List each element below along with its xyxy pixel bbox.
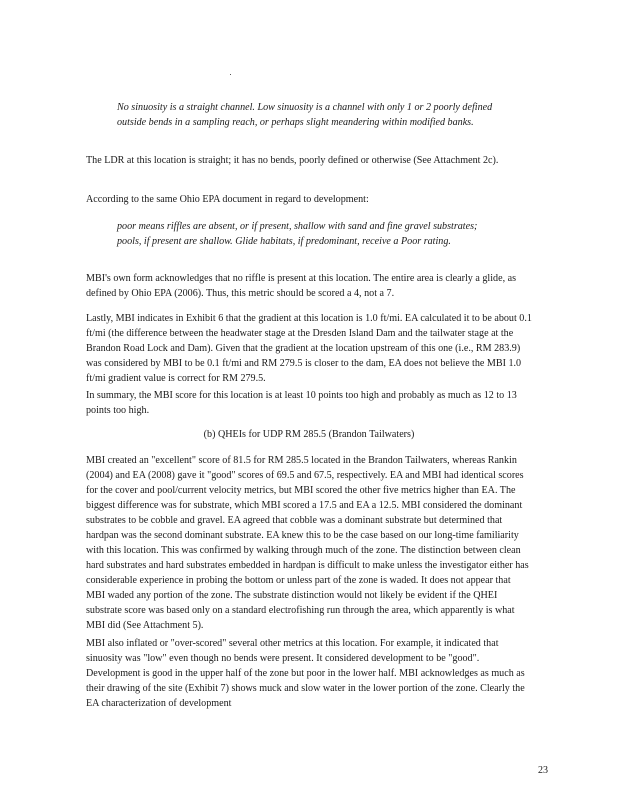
quote-poor-riffles: poor means riffles are absent, or if present, shallow with sand and fine gravel substrates; pools, if present are shallow. Glide habitats, if predominant, receive a Poor rating. — [117, 221, 478, 247]
section-heading: (b) QHEIs for UDP RM 285.5 (Brandon Tailwaters) — [203, 429, 415, 440]
page-number: 23 — [538, 765, 548, 776]
paragraph-summary: In summary, the MBI score for this location is at least 10 points too high and probably as much as 12 to 13 points too high. — [86, 390, 517, 416]
paragraph-brandon-tailwaters: MBI created an "excellent" score of 81.5 for RM 285.5 located in the Brandon Tailwaters, whereas Rankin (2004) and EA (2008) gave it "good" scores of 69.5 and 67.5, respectively. EA and MBI had identical scores for the cover and pool/current velocity metrics, but MBI scored the other five metrics higher than EA. The biggest difference was for substrate, which MBI scored a 17.5 and EA a 12.5. MBI considered the dominant substrates to be cobble and gravel. EA agreed that cobble was a dominant substrate but determined that hardpan was the second dominant substrate. EA knew this to be the case based on our long-time familiarity with this location. This was confirmed by walking through much of the zone. The distinction between clean hard substrates and hard substrates embedded in hardpan is difficult to make unless the investigator either has considerable experience in probing the bottom or unless part of the zone is waded. It does not appear that MBI waded any portion of the zone. The substrate distinction would not likely be evident if the QHEI substrate score was based only on a standard electrofishing run through the area, which apparently is what MBI did (See Attachment 5). — [86, 455, 529, 631]
scan-speck — [230, 74, 231, 75]
quote-sinuosity: No sinuosity is a straight channel. Low sinuosity is a channel with only 1 or 2 poorly defined outside bends in a sampling reach, or perhaps slight meandering within modified banks. — [117, 102, 493, 128]
paragraph-ldr-straight: The LDR at this location is straight; it has no bends, poorly defined or otherwise (See Attachment 2c). — [86, 155, 499, 166]
paragraph-over-scored: MBI also inflated or "over-scored" several other metrics at this location. For example, it indicated that sinuosity was "low" even though no bends were present. It considered development to be "good". Development is good in the upper half of the zone but poor in the lower half. MBI acknowledges as much as their drawing of the site (Exhibit 7) shows muck and slow water in the lower portion of the zone. Clearly the EA characterization of development — [86, 638, 525, 709]
paragraph-riffle-glide: MBI's own form acknowledges that no riffle is present at this location. The entire area is clearly a glide, as defined by Ohio EPA (2006). Thus, this metric should be scored a 4, not a 7. — [86, 273, 517, 299]
paragraph-development-intro: According to the same Ohio EPA document in regard to development: — [86, 194, 369, 205]
paragraph-gradient: Lastly, MBI indicates in Exhibit 6 that the gradient at this location is 1.0 ft/mi. EA calculated it to be about 0.1 ft/mi (the difference between the headwater stage at the Dresden Island Dam and the tailwater stage at the Brandon Road Lock and Dam). Given that the gradient at the location upstream of this one (i.e., RM 283.9) was considered by MBI to be 0.1 ft/mi and RM 279.5 is closer to the dam, EA does not believe the MBI 1.0 ft/mi gradient value is correct for RM 279.5. — [86, 313, 532, 384]
